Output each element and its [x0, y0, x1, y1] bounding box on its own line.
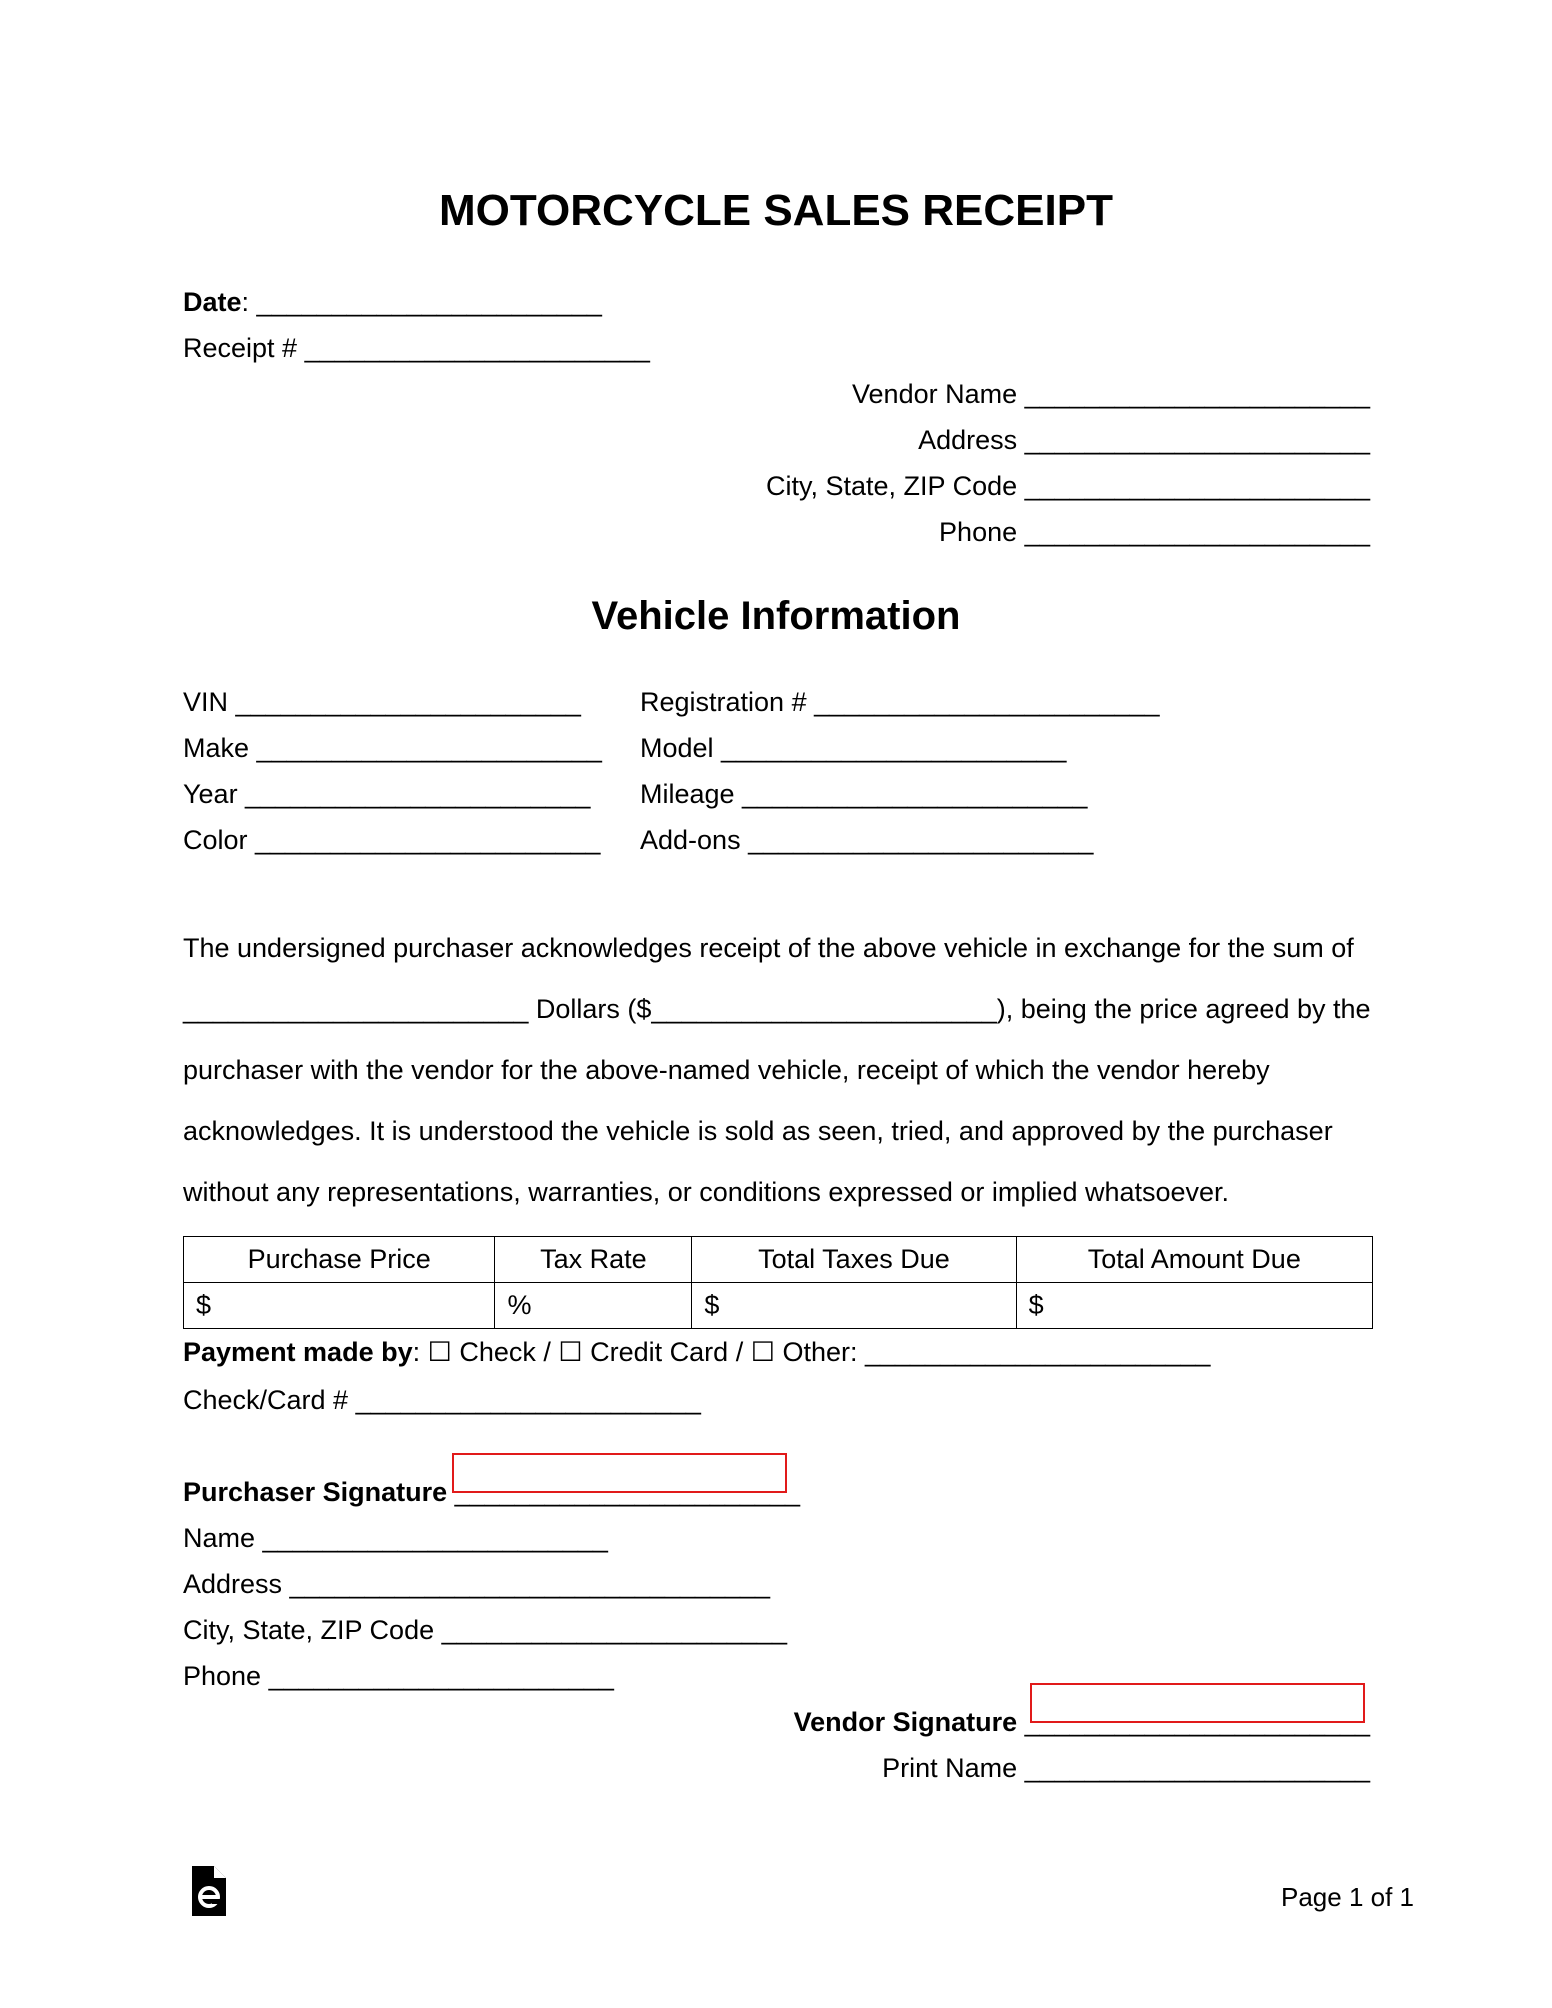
vendor-phone-field[interactable]: Phone _______________________ [939, 517, 1370, 547]
total-amount-cell[interactable]: $ [1016, 1283, 1372, 1329]
vendor-signature-line: _______________________ [1024, 1707, 1370, 1737]
vendor-city-field[interactable]: City, State, ZIP Code _______________________ [766, 471, 1370, 501]
paragraph-line: acknowledges. It is understood the vehicle is sold as seen, tried, and approved by the purchaser [183, 1116, 1333, 1146]
check-label: Check / [459, 1337, 551, 1367]
mileage-field[interactable]: Mileage _______________________ [640, 779, 1088, 809]
header-total-amount: Total Amount Due [1016, 1237, 1372, 1283]
paragraph-line: The undersigned purchaser acknowledges receipt of the above vehicle in exchange for the sum of [183, 933, 1354, 963]
purchaser-signature-line: _______________________ [454, 1477, 800, 1507]
vendor-signature-label: Vendor Signature [793, 1707, 1018, 1737]
eforms-logo-icon [192, 1866, 226, 1916]
date-field[interactable] [183, 286, 602, 318]
purchase-price-cell[interactable]: $ [184, 1283, 495, 1329]
header-total-taxes: Total Taxes Due [692, 1237, 1016, 1283]
document-title: MOTORCYCLE SALES RECEIPT [439, 186, 1113, 235]
price-table [183, 1236, 1373, 1329]
make-field[interactable]: Make _______________________ [183, 733, 602, 763]
registration-field[interactable]: Registration # _______________________ [640, 687, 1160, 717]
purchaser-city-field[interactable]: City, State, ZIP Code _______________________ [183, 1615, 787, 1645]
acknowledgement-paragraph [183, 918, 1383, 1223]
receipt-number-field[interactable]: Receipt # _______________________ [183, 333, 650, 363]
paragraph-line: without any representations, warranties, or conditions expressed or implied whatsoever. [183, 1177, 1230, 1207]
payment-label: Payment made by [183, 1337, 413, 1367]
paragraph-line: purchaser with the vendor for the above-named vehicle, receipt of which the vendor hereby [183, 1055, 1270, 1085]
page-number: Page 1 of 1 [1281, 1882, 1414, 1912]
purchaser-phone-field[interactable]: Phone _______________________ [183, 1661, 614, 1691]
header-purchase-price: Purchase Price [184, 1237, 495, 1283]
color-field[interactable]: Color _______________________ [183, 825, 601, 855]
total-taxes-cell[interactable]: $ [692, 1283, 1016, 1329]
vendor-print-name-field[interactable]: Print Name _______________________ [882, 1753, 1370, 1783]
vehicle-section-title: Vehicle Information [591, 594, 961, 638]
date-label: Date [183, 287, 242, 317]
other-checkbox[interactable]: ☐ [750, 1337, 775, 1367]
price-table-header-row [184, 1237, 1373, 1283]
vendor-address-field[interactable]: Address _______________________ [918, 425, 1370, 455]
vendor-name-field[interactable]: Vendor Name _______________________ [852, 379, 1370, 409]
purchaser-signature-label: Purchaser Signature [183, 1477, 448, 1507]
header-tax-rate: Tax Rate [495, 1237, 692, 1283]
tax-rate-cell[interactable]: % [495, 1283, 692, 1329]
payment-method-row: Payment made by: ☐ Check / ☐ Credit Card / ☐ Other: _______________________ [183, 1337, 1211, 1367]
purchaser-address-field[interactable]: Address ________________________________ [183, 1569, 771, 1599]
price-table-value-row [184, 1283, 1373, 1329]
date-line: : _______________________ [241, 287, 602, 317]
purchaser-signature-box[interactable] [452, 1453, 787, 1493]
vendor-signature-box[interactable] [1030, 1683, 1365, 1723]
addons-field[interactable]: Add-ons _______________________ [640, 825, 1094, 855]
other-field[interactable]: Other: _______________________ [782, 1337, 1211, 1367]
paragraph-line[interactable]: _______________________ Dollars ($_______________________), being the price agreed by the [183, 994, 1371, 1024]
year-field[interactable]: Year _______________________ [183, 779, 591, 809]
model-field[interactable]: Model _______________________ [640, 733, 1067, 763]
vin-field[interactable]: VIN _______________________ [183, 687, 581, 717]
check-checkbox[interactable]: ☐ [427, 1337, 452, 1367]
credit-card-label: Credit Card / [590, 1337, 744, 1367]
purchaser-name-field[interactable]: Name _______________________ [183, 1523, 608, 1553]
credit-card-checkbox[interactable]: ☐ [558, 1337, 583, 1367]
check-card-number-field[interactable]: Check/Card # _______________________ [183, 1385, 701, 1415]
